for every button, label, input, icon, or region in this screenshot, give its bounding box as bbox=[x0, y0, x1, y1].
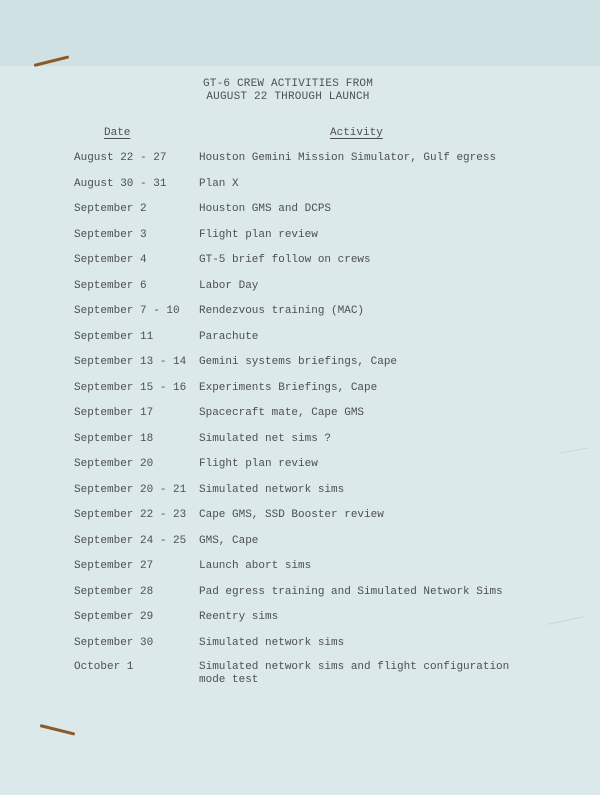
column-header-activity: Activity bbox=[330, 127, 383, 139]
scan-top-band bbox=[0, 0, 600, 66]
row-activity: Houston Gemini Mission Simulator, Gulf egress bbox=[199, 152, 497, 164]
row-date: September 30 bbox=[74, 637, 154, 649]
row-activity: Flight plan review bbox=[199, 229, 318, 241]
row-date: September 15 - 16 bbox=[74, 382, 187, 394]
row-activity: Simulated network sims and flight configuration mode test bbox=[199, 661, 510, 686]
row-activity: Houston GMS and DCPS bbox=[199, 203, 332, 215]
row-date: September 20 - 21 bbox=[74, 484, 187, 496]
row-activity: Rendezvous training (MAC) bbox=[199, 305, 365, 317]
row-date: September 18 bbox=[74, 433, 154, 445]
row-activity: GT-5 brief follow on crews bbox=[199, 254, 371, 266]
row-date: September 2 bbox=[74, 203, 147, 215]
row-activity: Spacecraft mate, Cape GMS bbox=[199, 407, 365, 419]
row-activity: Flight plan review bbox=[199, 458, 318, 470]
row-date: September 4 bbox=[74, 254, 147, 266]
row-date: September 24 - 25 bbox=[74, 535, 187, 547]
row-activity: Experiments Briefings, Cape bbox=[199, 382, 378, 394]
row-activity: Plan X bbox=[199, 178, 239, 190]
row-activity: Launch abort sims bbox=[199, 560, 312, 572]
row-date: September 28 bbox=[74, 586, 154, 598]
row-activity: Simulated net sims ? bbox=[199, 433, 332, 445]
row-date: September 17 bbox=[74, 407, 154, 419]
document-title-line-1: GT-6 CREW ACTIVITIES FROM bbox=[202, 78, 374, 90]
row-date: September 27 bbox=[74, 560, 154, 572]
row-date: September 11 bbox=[74, 331, 154, 343]
row-date: September 3 bbox=[74, 229, 147, 241]
row-activity: Reentry sims bbox=[199, 611, 279, 623]
row-date: September 22 - 23 bbox=[74, 509, 187, 521]
row-date: September 29 bbox=[74, 611, 154, 623]
row-activity: Simulated network sims bbox=[199, 637, 345, 649]
row-date: September 20 bbox=[74, 458, 154, 470]
column-header-date: Date bbox=[104, 127, 131, 139]
row-date: September 7 - 10 bbox=[74, 305, 180, 317]
row-activity: Gemini systems briefings, Cape bbox=[199, 356, 398, 368]
document-title-line-2: AUGUST 22 THROUGH LAUNCH bbox=[206, 91, 370, 103]
row-activity: GMS, Cape bbox=[199, 535, 259, 547]
row-activity: Pad egress training and Simulated Network Sims bbox=[199, 586, 503, 598]
row-date: September 13 - 14 bbox=[74, 356, 187, 368]
row-date: October 1 bbox=[74, 661, 134, 673]
row-activity: Simulated network sims bbox=[199, 484, 345, 496]
row-activity: Cape GMS, SSD Booster review bbox=[199, 509, 384, 521]
row-activity: Labor Day bbox=[199, 280, 259, 292]
row-activity: Parachute bbox=[199, 331, 259, 343]
row-date: August 22 - 27 bbox=[74, 152, 167, 164]
row-date: August 30 - 31 bbox=[74, 178, 167, 190]
row-date: September 6 bbox=[74, 280, 147, 292]
